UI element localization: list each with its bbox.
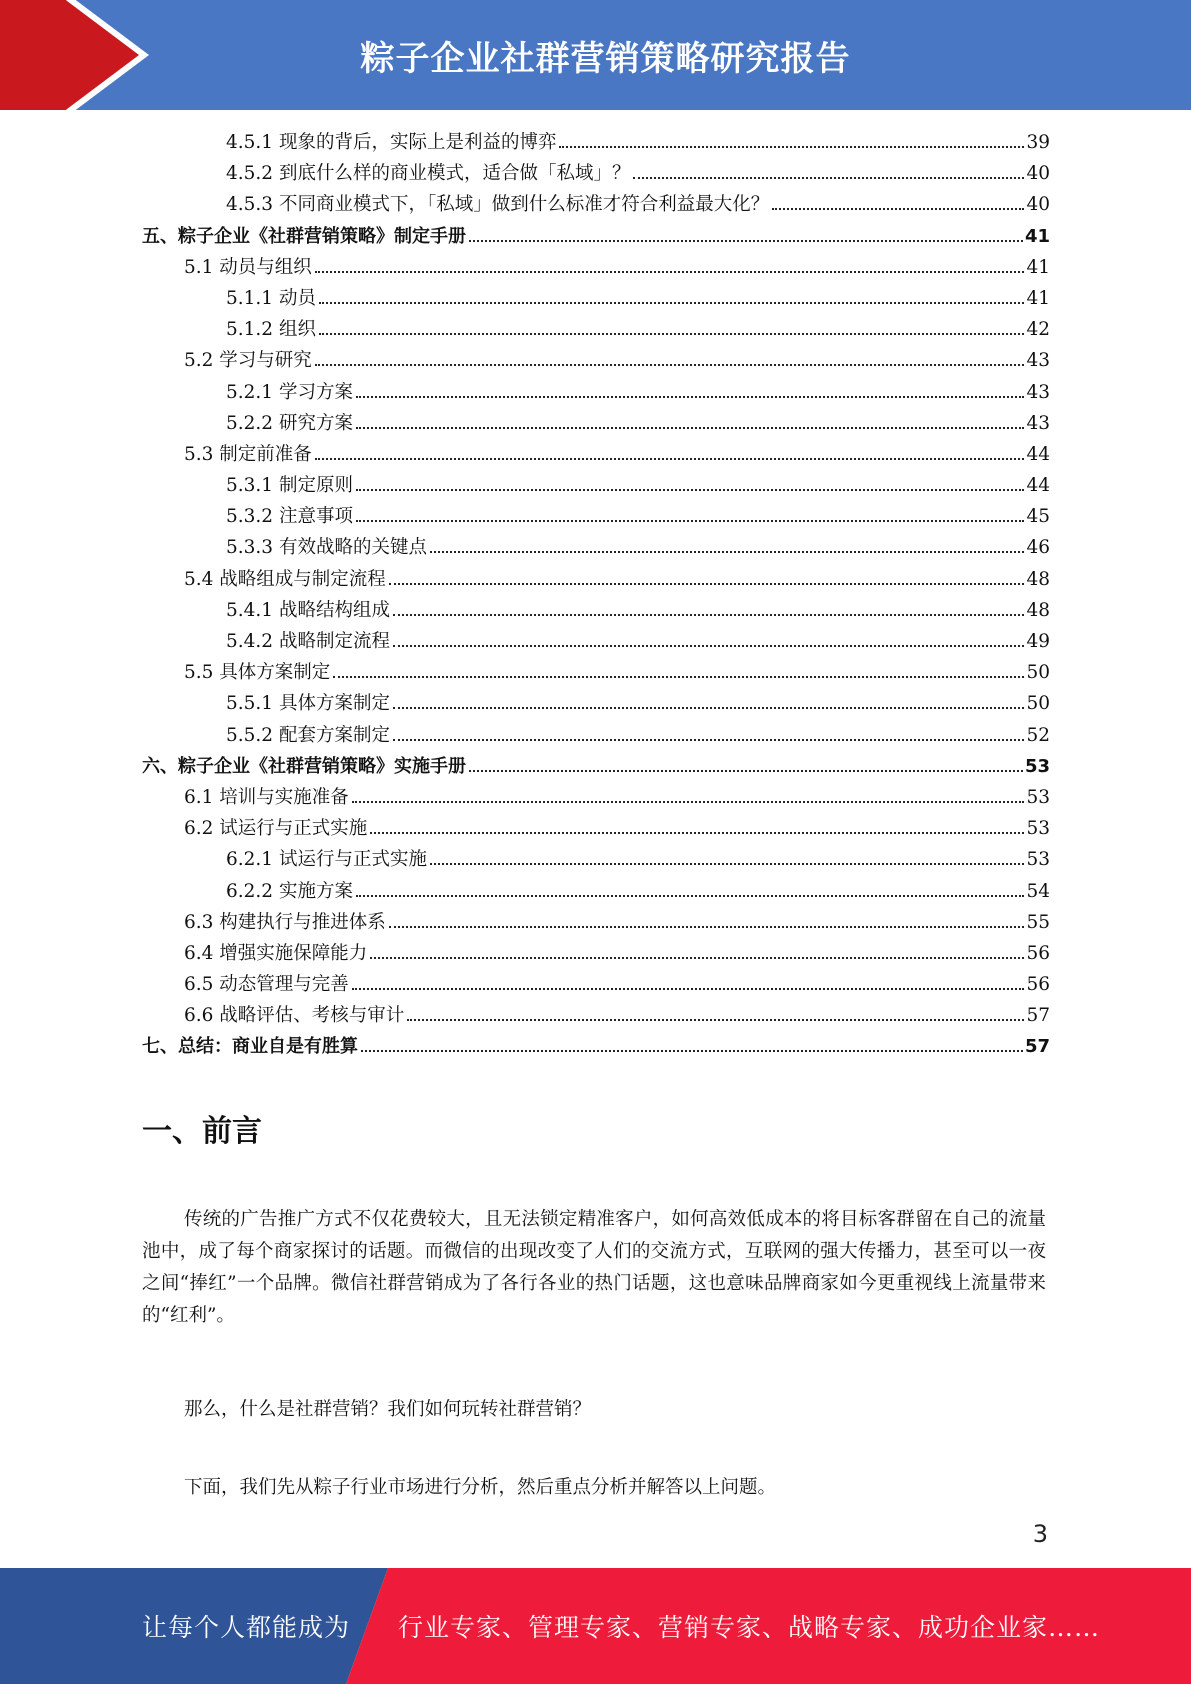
toc-entry[interactable]: [142, 440, 1050, 471]
toc-dot-leader: [393, 739, 1024, 741]
toc-entry[interactable]: [142, 814, 1050, 845]
toc-entry[interactable]: [142, 284, 1050, 315]
toc-entry-page: 53: [1026, 786, 1050, 808]
toc-entry[interactable]: [142, 502, 1050, 533]
toc-entry-title: 5.3 制定前准备: [184, 443, 312, 465]
toc-entry-page: 57: [1024, 1036, 1050, 1058]
toc-entry-page: 40: [1026, 194, 1050, 216]
toc-entry[interactable]: [142, 253, 1050, 284]
toc-entry-title: 4.5.2 到底什么样的商业模式，适合做「私域」？: [226, 163, 631, 185]
toc-entry-page: 40: [1026, 163, 1050, 185]
toc-entry-page: 53: [1026, 818, 1050, 840]
toc-dot-leader: [389, 583, 1025, 585]
toc-entry[interactable]: [142, 565, 1050, 596]
toc-entry-page: 44: [1026, 443, 1050, 465]
toc-entry-title: 6.2.2 实施方案: [226, 880, 353, 902]
toc-entry-title: 5.2.2 研究方案: [226, 412, 353, 434]
toc-entry-page: 56: [1026, 942, 1050, 964]
toc-entry[interactable]: [142, 1001, 1050, 1032]
toc-dot-leader: [772, 208, 1024, 210]
toc-dot-leader: [370, 832, 1024, 834]
toc-entry-page: 41: [1024, 225, 1050, 247]
toc-dot-leader: [559, 146, 1024, 148]
toc-entry-page: 56: [1026, 974, 1050, 996]
toc-entry[interactable]: [142, 222, 1050, 253]
toc-entry[interactable]: [142, 783, 1050, 814]
toc-entry-page: 44: [1026, 475, 1050, 497]
toc-dot-leader: [356, 895, 1025, 897]
toc-dot-leader: [370, 957, 1024, 959]
toc-entry-title: 5.1 动员与组织: [184, 256, 312, 278]
toc-entry-title: 6.2.1 试运行与正式实施: [226, 849, 427, 871]
page-number: 3: [1032, 1520, 1048, 1548]
toc-entry-title: 6.2 试运行与正式实施: [184, 818, 368, 840]
toc-dot-leader: [315, 364, 1025, 366]
toc-entry[interactable]: [142, 658, 1050, 689]
toc-entry-title: 5.3.2 注意事项: [226, 506, 353, 528]
page-footer: [0, 1568, 1191, 1684]
toc-entry[interactable]: [142, 128, 1050, 159]
toc-entry-page: 53: [1024, 755, 1050, 777]
toc-entry[interactable]: [142, 877, 1050, 908]
toc-entry-page: 42: [1026, 319, 1050, 341]
toc-dot-leader: [430, 551, 1024, 553]
toc-entry-page: 57: [1026, 1005, 1050, 1027]
toc-entry[interactable]: [142, 346, 1050, 377]
toc-dot-leader: [356, 427, 1025, 429]
toc-dot-leader: [319, 302, 1025, 304]
toc-entry-page: 43: [1026, 350, 1050, 372]
toc-entry[interactable]: [142, 596, 1050, 627]
intro-paragraph-3: 下面，我们先从粽子行业市场进行分析，然后重点分析并解答以上问题。: [184, 1477, 777, 1498]
toc-entry[interactable]: [142, 627, 1050, 658]
toc-entry-page: 39: [1026, 132, 1050, 153]
toc-dot-leader: [407, 1019, 1024, 1021]
toc-dot-leader: [356, 396, 1025, 398]
toc-entry-title: 五、粽子企业《社群营销策略》制定手册: [142, 225, 466, 247]
toc-dot-leader: [315, 458, 1025, 460]
toc-entry-page: 54: [1026, 880, 1050, 902]
toc-entry-page: 55: [1026, 911, 1050, 933]
toc-entry[interactable]: [142, 752, 1050, 783]
toc-entry-title: 6.4 增强实施保障能力: [184, 942, 368, 964]
toc-entry-title: 六、粽子企业《社群营销策略》实施手册: [142, 755, 466, 777]
toc-entry-title: 5.4.2 战略制定流程: [226, 631, 390, 652]
toc-entry[interactable]: [142, 190, 1050, 221]
toc-dot-leader: [361, 1050, 1023, 1052]
intro-paragraph-2: 那么，什么是社群营销？我们如何玩转社群营销？: [184, 1399, 592, 1420]
toc-entry[interactable]: [142, 409, 1050, 440]
toc-entry-title: 5.5.2 配套方案制定: [226, 724, 390, 746]
toc-dot-leader: [393, 707, 1024, 709]
toc-dot-leader: [389, 926, 1025, 928]
toc-dot-leader: [333, 676, 1024, 678]
toc-entry[interactable]: [142, 159, 1050, 190]
toc-entry-page: 48: [1026, 599, 1050, 621]
toc-entry-title: 5.2 学习与研究: [184, 350, 312, 372]
toc-entry-title: 6.1 培训与实施准备: [184, 786, 349, 808]
intro-paragraph-1: 传统的广告推广方式不仅花费较大，且无法锁定精准客户，如何高效低成本的将目标客群留在自己的流量池中，成了每个商家探讨的话题。而微信的出现改变了人们的交流方式，互联网的强大传播力，甚至可以一夜之间“捧红”一个品牌。微信社群营销成为了各行各业的热门话题，这也意味品牌商家如今更重视线上流量带来的“红利”。: [142, 1209, 1046, 1326]
toc-entry-title: 4.5.3 不同商业模式下，「私域」做到什么标准才符合利益最大化？: [226, 194, 770, 216]
toc-dot-leader: [393, 614, 1024, 616]
toc-dot-leader: [356, 520, 1025, 522]
toc-entry-page: 52: [1026, 724, 1050, 746]
toc-entry-page: 50: [1026, 662, 1050, 684]
toc-entry-title: 七、总结：商业自是有胜算: [142, 1036, 358, 1058]
toc-entry-title: 4.5.1 现象的背后，实际上是利益的博弈: [226, 132, 557, 153]
toc-entry-page: 43: [1026, 412, 1050, 434]
toc-entry-page: 41: [1026, 256, 1050, 278]
toc-entry-title: 6.6 战略评估、考核与审计: [184, 1005, 405, 1027]
footer-slogan-right: 行业专家、管理专家、营销专家、战略专家、成功企业家……: [398, 1613, 1101, 1642]
toc-entry-title: 5.3.3 有效战略的关键点: [226, 537, 427, 559]
toc-entry[interactable]: [142, 1032, 1050, 1063]
toc-dot-leader: [633, 177, 1024, 179]
toc-entry[interactable]: [142, 845, 1050, 876]
toc-entry-page: 49: [1026, 631, 1050, 652]
toc-entry-title: 5.4 战略组成与制定流程: [184, 568, 386, 590]
toc-entry-title: 5.3.1 制定原则: [226, 475, 353, 497]
toc-entry-title: 5.5.1 具体方案制定: [226, 693, 390, 715]
header-title: 粽子企业社群营销策略研究报告: [360, 38, 851, 79]
toc-entry-title: 5.5 具体方案制定: [184, 662, 331, 684]
toc-entry[interactable]: [142, 721, 1050, 752]
toc-entry-title: 5.1.2 组织: [226, 319, 316, 341]
toc-dot-leader: [352, 801, 1025, 803]
toc-entry[interactable]: [142, 471, 1050, 502]
toc-entry-page: 53: [1026, 849, 1050, 871]
toc-entry-title: 6.3 构建执行与推进体系: [184, 911, 386, 933]
toc-entry[interactable]: [142, 689, 1050, 720]
toc-entry-page: 43: [1026, 381, 1050, 403]
toc-entry-title: 6.5 动态管理与完善: [184, 974, 349, 996]
toc-entry-page: 48: [1026, 568, 1050, 590]
toc-dot-leader: [393, 645, 1024, 647]
toc-entry[interactable]: [142, 908, 1050, 939]
toc-entry-page: 41: [1026, 287, 1050, 309]
toc-dot-leader: [315, 271, 1025, 273]
toc-entry[interactable]: [142, 970, 1050, 1001]
toc-dot-leader: [469, 770, 1023, 772]
toc-dot-leader: [469, 240, 1023, 242]
toc-dot-leader: [356, 489, 1025, 491]
page-header: [0, 0, 1191, 110]
toc-entry[interactable]: [142, 939, 1050, 970]
toc-entry-title: 5.4.1 战略结构组成: [226, 599, 390, 621]
toc-dot-leader: [352, 988, 1025, 990]
toc-entry-title: 5.1.1 动员: [226, 287, 316, 309]
toc-entry[interactable]: [142, 533, 1050, 564]
section-title: 一、前言: [142, 1114, 262, 1149]
toc-entry-page: 50: [1026, 693, 1050, 715]
toc-entry-page: 45: [1026, 506, 1050, 528]
table-of-contents: [142, 128, 1050, 1064]
toc-dot-leader: [430, 863, 1024, 865]
footer-slogan-left: 让每个人都能成为: [142, 1613, 351, 1642]
toc-entry-title: 5.2.1 学习方案: [226, 381, 353, 403]
toc-entry[interactable]: [142, 378, 1050, 409]
toc-dot-leader: [319, 333, 1025, 335]
toc-entry[interactable]: [142, 315, 1050, 346]
toc-entry-page: 46: [1026, 537, 1050, 559]
